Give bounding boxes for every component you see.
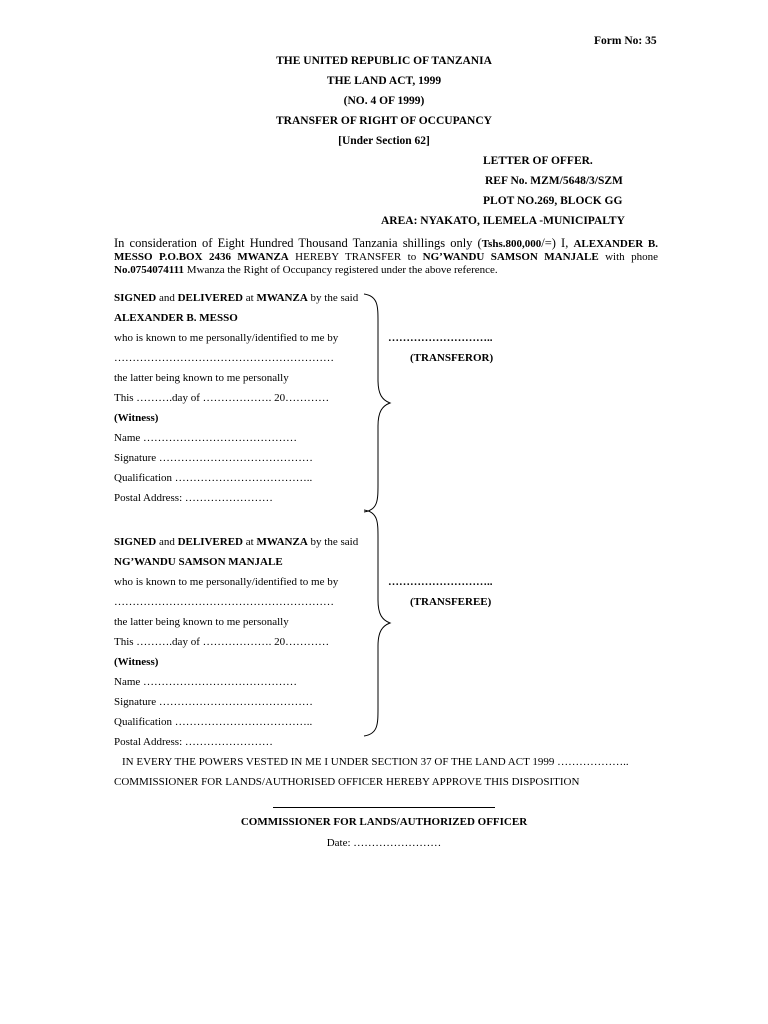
latter-known-line-2: the latter being known to me personally <box>114 616 289 628</box>
header-act: THE LAND ACT, 1999 <box>326 75 442 87</box>
transferee-signature-dots[interactable]: ……………………….. <box>388 576 493 588</box>
transferor-brace <box>358 292 398 514</box>
area: AREA: NYAKATO, ILEMELA -MUNICIPALTY <box>381 215 625 227</box>
date-line: This ……….day of ………………. 20………… <box>114 392 330 404</box>
header-act-number: (NO. 4 OF 1999) <box>343 95 425 107</box>
signed-delivered-line-2: SIGNED and DELIVERED at MWANZA by the said <box>114 536 359 548</box>
header-transfer-title: TRANSFER OF RIGHT OF OCCUPANCY <box>276 115 492 127</box>
witness-qualification-field[interactable]: Qualification ……………………………….. <box>114 472 313 484</box>
header-republic: THE UNITED REPUBLIC OF TANZANIA <box>276 55 492 67</box>
transferor-name: ALEXANDER B. MESSO <box>114 312 238 324</box>
identification-dots: …………………………………………………… <box>114 352 334 364</box>
witness-qualification-field-2[interactable]: Qualification ……………………………….. <box>114 716 313 728</box>
signed-delivered-line-1: SIGNED and DELIVERED at MWANZA by the said <box>114 292 359 304</box>
witness-label-2: (Witness) <box>114 656 159 668</box>
approval-date[interactable]: Date: …………………… <box>326 837 442 849</box>
approval-line-2: COMMISSIONER FOR LANDS/AUTHORISED OFFICER HEREBY APPROVE THIS DISPOSITION <box>114 776 580 788</box>
consideration-paragraph: In consideration of Eight Hundred Thousand Tanzania shillings only (Tshs.800,000/=) I, ALEXANDER B. MESSO P.O.BOX 2436 MWANZA HEREBY TRANSFER to NG’WANDU SAMSON MANJALE with phone No.0754074111 Mwanza the Right of Occupancy registered under the above reference. <box>114 236 659 276</box>
witness-name-field[interactable]: Name …………………………………… <box>114 432 298 444</box>
plot-number: PLOT NO.269, BLOCK GG <box>483 195 623 207</box>
witness-label: (Witness) <box>114 412 159 424</box>
witness-name-field-2[interactable]: Name …………………………………… <box>114 676 298 688</box>
phone-number: No.0754074111 <box>114 264 184 276</box>
reference-number: REF No. MZM/5648/3/SZM <box>485 175 623 187</box>
transferee-role: (TRANSFEREE) <box>410 596 492 608</box>
date-line-2: This ……….day of ………………. 20………… <box>114 636 330 648</box>
transferee-brace <box>358 508 398 738</box>
known-line: who is known to me personally/identified to me by <box>114 332 339 344</box>
approval-line-1: IN EVERY THE POWERS VESTED IN ME I UNDER SECTION 37 OF THE LAND ACT 1999 ……………….. <box>122 756 629 768</box>
header-section: [Under Section 62] <box>338 135 430 147</box>
transferor-role: (TRANSFEROR) <box>410 352 494 364</box>
letter-of-offer: LETTER OF OFFER. <box>483 155 593 167</box>
transferor-name-address: ALEXANDER B. MESSO P.O.BOX 2436 MWANZA <box>114 238 659 263</box>
witness-signature-field[interactable]: Signature …………………………………… <box>114 452 313 464</box>
identification-dots-2: …………………………………………………… <box>114 596 334 608</box>
known-line-2: who is known to me personally/identified to me by <box>114 576 339 588</box>
transferee-name: NG’WANDU SAMSON MANJALE <box>422 251 599 263</box>
commissioner-title: COMMISSIONER FOR LANDS/AUTHORIZED OFFICER <box>240 816 528 828</box>
commissioner-signature-line[interactable] <box>273 807 495 808</box>
transferor-signature-dots[interactable]: ……………………….. <box>388 332 493 344</box>
latter-known-line: the latter being known to me personally <box>114 372 289 384</box>
transferee-name-label: NG’WANDU SAMSON MANJALE <box>114 556 283 568</box>
witness-postal-address-field-2[interactable]: Postal Address: …………………… <box>114 736 273 748</box>
form-number: Form No: 35 <box>594 35 657 47</box>
witness-postal-address-field[interactable]: Postal Address: …………………… <box>114 492 273 504</box>
witness-signature-field-2[interactable]: Signature …………………………………… <box>114 696 313 708</box>
